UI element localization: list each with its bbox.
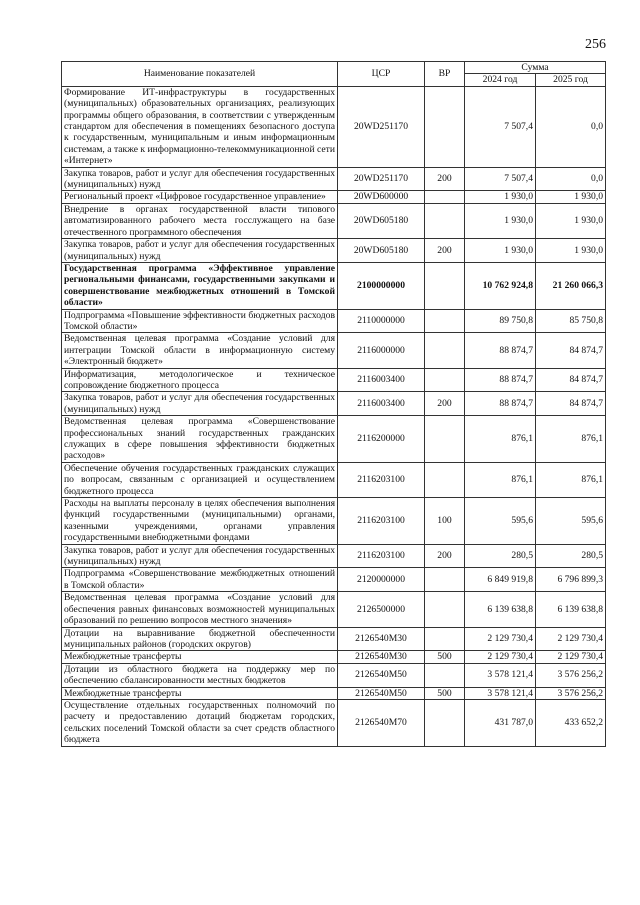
table-row <box>62 86 606 167</box>
row-vr <box>425 203 465 238</box>
row-sum-2025: 84 874,7 <box>536 333 606 368</box>
table-row <box>62 392 606 416</box>
row-name: Региональный проект «Цифровое государственное управление» <box>62 191 338 203</box>
table-row <box>62 333 606 368</box>
row-sum-2025: 6 139 638,8 <box>536 592 606 627</box>
row-code: 20WD605180 <box>338 203 425 238</box>
table-row <box>62 592 606 627</box>
row-vr <box>425 86 465 167</box>
row-name: Обеспечение обучения государственных гражданских служащих по вопросам, связанным с организацией и осуществлением бюджетного процесса <box>62 462 338 497</box>
row-sum-2024: 2 129 730,4 <box>465 651 536 663</box>
row-vr: 100 <box>425 498 465 545</box>
row-name: Расходы на выплаты персоналу в целях обеспечения выполнения функций государственными (муниципальными) органами, казенными учреждениями, органами управления государственными внебюджетными фондами <box>62 498 338 545</box>
table-row <box>62 239 606 263</box>
table-row <box>62 663 606 687</box>
table-row <box>62 627 606 651</box>
row-name: Подпрограмма «Совершенствование межбюджетных отношений в Томской области» <box>62 568 338 592</box>
row-sum-2024: 6 849 919,8 <box>465 568 536 592</box>
row-code: 2100000000 <box>338 262 425 309</box>
row-sum-2025: 0,0 <box>536 167 606 191</box>
row-code: 2126500000 <box>338 592 425 627</box>
row-vr: 200 <box>425 544 465 568</box>
row-code: 2116000000 <box>338 333 425 368</box>
row-vr <box>425 191 465 203</box>
row-sum-2024: 7 507,4 <box>465 167 536 191</box>
row-sum-2024: 595,6 <box>465 498 536 545</box>
row-name: Внедрение в органах государственной власти типового автоматизированного рабочего места госслужащего на базе отечественного программного обеспечения <box>62 203 338 238</box>
row-name: Закупка товаров, работ и услуг для обеспечения государственных (муниципальных) нужд <box>62 544 338 568</box>
row-sum-2024: 876,1 <box>465 462 536 497</box>
row-code: 2116003400 <box>338 392 425 416</box>
row-code: 20WD605180 <box>338 239 425 263</box>
row-vr <box>425 462 465 497</box>
row-sum-2025: 280,5 <box>536 544 606 568</box>
table-body <box>62 86 606 746</box>
row-code: 2126540М50 <box>338 687 425 699</box>
row-sum-2024: 10 762 924,8 <box>465 262 536 309</box>
row-sum-2025: 2 129 730,4 <box>536 651 606 663</box>
table-row <box>62 462 606 497</box>
table-row <box>62 699 606 746</box>
row-code: 2120000000 <box>338 568 425 592</box>
table-row <box>62 568 606 592</box>
row-vr <box>425 333 465 368</box>
row-sum-2025: 84 874,7 <box>536 392 606 416</box>
row-name: Ведомственная целевая программа «Создание условий для интеграции Томской области в информационную систему «Электронный бюджет» <box>62 333 338 368</box>
row-vr: 500 <box>425 687 465 699</box>
row-vr <box>425 663 465 687</box>
row-sum-2024: 7 507,4 <box>465 86 536 167</box>
row-name: Закупка товаров, работ и услуг для обеспечения государственных (муниципальных) нужд <box>62 167 338 191</box>
row-name: Ведомственная целевая программа «Создание условий для обеспечения равных финансовых возможностей муниципальных образований по решению вопросов местного значения» <box>62 592 338 627</box>
row-sum-2024: 2 129 730,4 <box>465 627 536 651</box>
row-sum-2025: 3 576 256,2 <box>536 663 606 687</box>
table-row <box>62 498 606 545</box>
table-row <box>62 203 606 238</box>
row-name: Ведомственная целевая программа «Совершенствование профессиональных знаний государственных гражданских служащих в сфере повышения эффективности бюджетных расходов» <box>62 416 338 463</box>
row-sum-2025: 1 930,0 <box>536 239 606 263</box>
header-year-2024: 2024 год <box>465 74 536 86</box>
row-sum-2024: 3 578 121,4 <box>465 663 536 687</box>
row-code: 20WD251170 <box>338 167 425 191</box>
row-sum-2025: 0,0 <box>536 86 606 167</box>
row-sum-2024: 89 750,8 <box>465 309 536 333</box>
table-row <box>62 262 606 309</box>
row-name: Дотации на выравнивание бюджетной обеспеченности муниципальных районов (городских округов) <box>62 627 338 651</box>
row-sum-2025: 595,6 <box>536 498 606 545</box>
row-vr: 200 <box>425 239 465 263</box>
row-name: Государственная программа «Эффективное управление региональными финансами, государственными закупками и совершенствование межбюджетных отношений в Томской области» <box>62 262 338 309</box>
budget-table <box>61 61 606 747</box>
row-vr <box>425 416 465 463</box>
row-name: Дотации из областного бюджета на поддержку мер по обеспечению сбалансированности местных бюджетов <box>62 663 338 687</box>
row-code: 2116203100 <box>338 544 425 568</box>
row-code: 2126540М30 <box>338 651 425 663</box>
row-name: Межбюджетные трансферты <box>62 651 338 663</box>
row-name: Информатизация, методологическое и техническое сопровождение бюджетного процесса <box>62 368 338 392</box>
row-sum-2025: 876,1 <box>536 462 606 497</box>
row-sum-2024: 6 139 638,8 <box>465 592 536 627</box>
table-row <box>62 167 606 191</box>
row-sum-2024: 1 930,0 <box>465 203 536 238</box>
header-sum: Сумма <box>465 62 606 74</box>
table-row <box>62 309 606 333</box>
table-row <box>62 544 606 568</box>
row-sum-2024: 280,5 <box>465 544 536 568</box>
row-sum-2024: 88 874,7 <box>465 368 536 392</box>
row-sum-2024: 876,1 <box>465 416 536 463</box>
row-code: 2116003400 <box>338 368 425 392</box>
row-code: 20WD600000 <box>338 191 425 203</box>
row-vr: 200 <box>425 392 465 416</box>
row-vr <box>425 262 465 309</box>
row-sum-2025: 85 750,8 <box>536 309 606 333</box>
row-sum-2024: 88 874,7 <box>465 392 536 416</box>
table-row <box>62 687 606 699</box>
row-vr <box>425 368 465 392</box>
row-vr: 500 <box>425 651 465 663</box>
table-row <box>62 191 606 203</box>
row-code: 2116203100 <box>338 462 425 497</box>
row-sum-2025: 1 930,0 <box>536 203 606 238</box>
header-year-2025: 2025 год <box>536 74 606 86</box>
row-code: 2126540М70 <box>338 699 425 746</box>
row-sum-2025: 433 652,2 <box>536 699 606 746</box>
row-sum-2025: 84 874,7 <box>536 368 606 392</box>
header-vr: ВР <box>425 62 465 87</box>
page-number: 256 <box>585 37 606 52</box>
row-sum-2025: 3 576 256,2 <box>536 687 606 699</box>
row-name: Закупка товаров, работ и услуг для обеспечения государственных (муниципальных) нужд <box>62 392 338 416</box>
row-code: 2126540М30 <box>338 627 425 651</box>
row-vr <box>425 309 465 333</box>
row-code: 2110000000 <box>338 309 425 333</box>
row-sum-2025: 21 260 066,3 <box>536 262 606 309</box>
row-sum-2025: 2 129 730,4 <box>536 627 606 651</box>
row-sum-2024: 1 930,0 <box>465 239 536 263</box>
table-row <box>62 651 606 663</box>
row-sum-2024: 431 787,0 <box>465 699 536 746</box>
row-name: Межбюджетные трансферты <box>62 687 338 699</box>
row-sum-2025: 1 930,0 <box>536 191 606 203</box>
row-vr <box>425 627 465 651</box>
row-code: 20WD251170 <box>338 86 425 167</box>
row-code: 2116200000 <box>338 416 425 463</box>
header-name: Наименование показателей <box>62 62 338 87</box>
row-vr <box>425 699 465 746</box>
row-name: Закупка товаров, работ и услуг для обеспечения государственных (муниципальных) нужд <box>62 239 338 263</box>
row-vr <box>425 568 465 592</box>
table-row <box>62 368 606 392</box>
row-sum-2025: 6 796 899,3 <box>536 568 606 592</box>
row-name: Формирование ИТ-инфраструктуры в государственных (муниципальных) образовательных организациях, реализующих программы общего образования, в соответствии с утвержденным стандартом для обеспечения в помещениях безопасного доступа к государственным, муниципальным и иным информационным системам, а также к информационно-телекоммуникационной сети «Интернет» <box>62 86 338 167</box>
row-vr <box>425 592 465 627</box>
row-code: 2126540М50 <box>338 663 425 687</box>
row-sum-2025: 876,1 <box>536 416 606 463</box>
header-code: ЦСР <box>338 62 425 87</box>
row-vr: 200 <box>425 167 465 191</box>
row-sum-2024: 3 578 121,4 <box>465 687 536 699</box>
table-row <box>62 416 606 463</box>
row-name: Осуществление отдельных государственных полномочий по расчету и предоставлению дотаций бюджетам городских, сельских поселений Томской области за счет средств областного бюджета <box>62 699 338 746</box>
row-sum-2024: 88 874,7 <box>465 333 536 368</box>
row-code: 2116203100 <box>338 498 425 545</box>
row-sum-2024: 1 930,0 <box>465 191 536 203</box>
row-name: Подпрограмма «Повышение эффективности бюджетных расходов Томской области» <box>62 309 338 333</box>
